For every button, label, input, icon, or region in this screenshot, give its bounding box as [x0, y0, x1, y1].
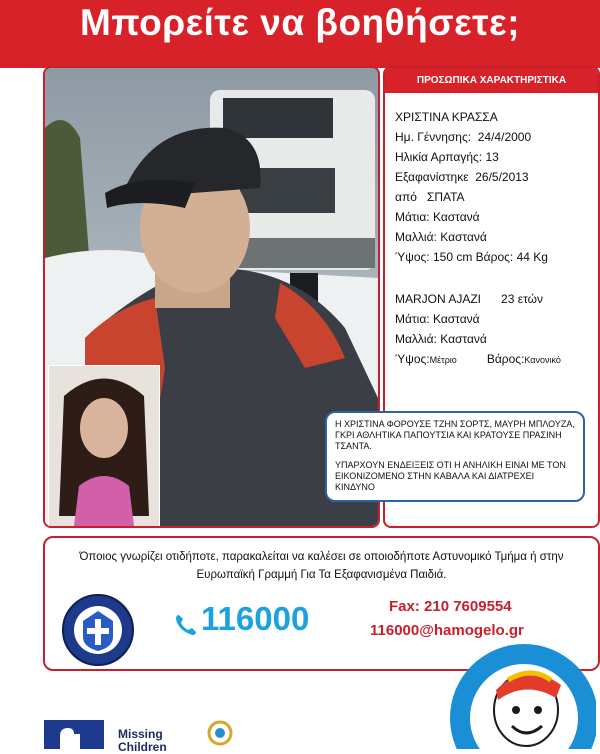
contact-text-line2: Ευρωπαϊκή Γραμμή Για Τα Εξαφανισμένα Παιδιά.: [196, 569, 447, 581]
page-title: Μπορείτε να βοηθήσετε;: [79, 2, 521, 43]
weight-label: Βάρος:: [475, 250, 514, 264]
eyes-value: Καστανά: [432, 312, 480, 326]
eu-emblem-logo: [205, 718, 235, 749]
person2-age: 23 ετών: [501, 292, 544, 306]
hair-label: Μαλλιά:: [395, 230, 437, 244]
height-label: Ύψος:: [395, 250, 430, 264]
birth-value: 24/4/2000: [477, 130, 532, 144]
weight-label: Βάρος:: [486, 352, 525, 366]
person1-from: [395, 190, 465, 204]
disappeared-value: 26/5/2013: [475, 170, 529, 184]
weight-value: 44 Kg: [516, 250, 548, 264]
missing-children-line2: Children: [118, 740, 167, 754]
fax-number: Fax: 210 7609554: [389, 598, 512, 615]
missing-children-line1: Missing: [118, 727, 163, 741]
weight-value: Κανονικό: [524, 355, 561, 365]
contact-email: 116000@hamogelo.gr: [370, 622, 524, 639]
person1-height-weight: [395, 250, 548, 264]
contact-text-line1: Όποιος γνωρίζει οτιδήποτε, παρακαλείται να καλέσει σε οποιοδήποτε Αστυνομικό Τμήμα ή στην: [79, 551, 564, 563]
eyes-value: Καστανά: [432, 210, 480, 224]
birth-label: Ημ. Γέννησης:: [395, 130, 472, 144]
hamogelo-logo: [446, 640, 596, 749]
from-label: από: [395, 190, 417, 204]
header-banner: [0, 0, 600, 50]
contact-instructions: [55, 548, 588, 584]
hotline-number: 116000: [201, 600, 310, 637]
missing-children-label: [118, 728, 167, 754]
age-label: Ηλικία Αρπαγής:: [395, 150, 483, 164]
height-value: 150 cm: [432, 250, 473, 264]
phone-icon: [173, 612, 199, 638]
height-value: Μέτριο: [429, 355, 457, 365]
person2-eyes: [395, 312, 480, 326]
person1-name: ΧΡΙΣΤΙΝΑ ΚΡΑΣΣΑ: [395, 110, 498, 124]
person2-name-row: [395, 292, 543, 306]
eyes-label: Μάτια:: [395, 210, 430, 224]
person2-hair: [395, 332, 487, 346]
notice-box: [325, 411, 585, 502]
info-section-title: ΠΡΟΣΩΠΙΚΑ ΧΑΡΑΚΤΗΡΙΣΤΙΚΑ: [385, 68, 598, 93]
notice-clothing: Η ΧΡΙΣΤΙΝΑ ΦΟΡΟΥΣΕ ΤΖΗΝ ΣΟΡΤΣ, ΜΑΥΡΗ ΜΠΛΟΥΖΑ, ΓΚΡΙ ΑΘΛΗΤΙΚΑ ΠΑΠΟΥΤΣΙΑ ΚΑΙ ΚΡΑΤΟΥΣΕ ΠΡΑΣΙΝΗ ΤΣΑΝΤΑ.: [335, 419, 575, 451]
person2-name: MARJON AJAZI: [395, 292, 482, 306]
person1-eyes: [395, 210, 480, 224]
notice-danger: ΥΠΑΡΧΟΥΝ ΕΝΔΕΙΞΕΙΣ ΟΤΙ Η ΑΝΗΛΙΚΗ ΕΙΝΑΙ ΜΕ ΤΟΝ ΕΙΚΟΝΙΖΟΜΕΝΟ ΣΤΗΝ ΚΑΒΑΛΑ ΚΑΙ ΔΙΑΤΡΕΧΕΙ ΚΙΝΔΥΝΟ: [335, 460, 566, 492]
girl-photo: [48, 365, 160, 527]
person1-birth: [395, 130, 531, 144]
missing-children-logo: [44, 720, 104, 749]
disappeared-label: Εξαφανίστηκε: [395, 170, 469, 184]
hellenic-police-logo: [61, 593, 135, 667]
from-value: ΣΠΑΤΑ: [426, 190, 465, 204]
hair-value: Καστανά: [440, 332, 487, 346]
hair-value: Καστανά: [440, 230, 487, 244]
height-label: Ύψος:: [395, 352, 430, 366]
person1-disappeared: [395, 170, 529, 184]
puzzle-icon: [44, 720, 104, 749]
person2-height-weight: [395, 352, 561, 366]
eyes-label: Μάτια:: [395, 312, 430, 326]
person1-age: [395, 150, 499, 164]
age-value: 13: [485, 150, 499, 164]
hair-label: Μαλλιά:: [395, 332, 437, 346]
person1-hair: [395, 230, 487, 244]
